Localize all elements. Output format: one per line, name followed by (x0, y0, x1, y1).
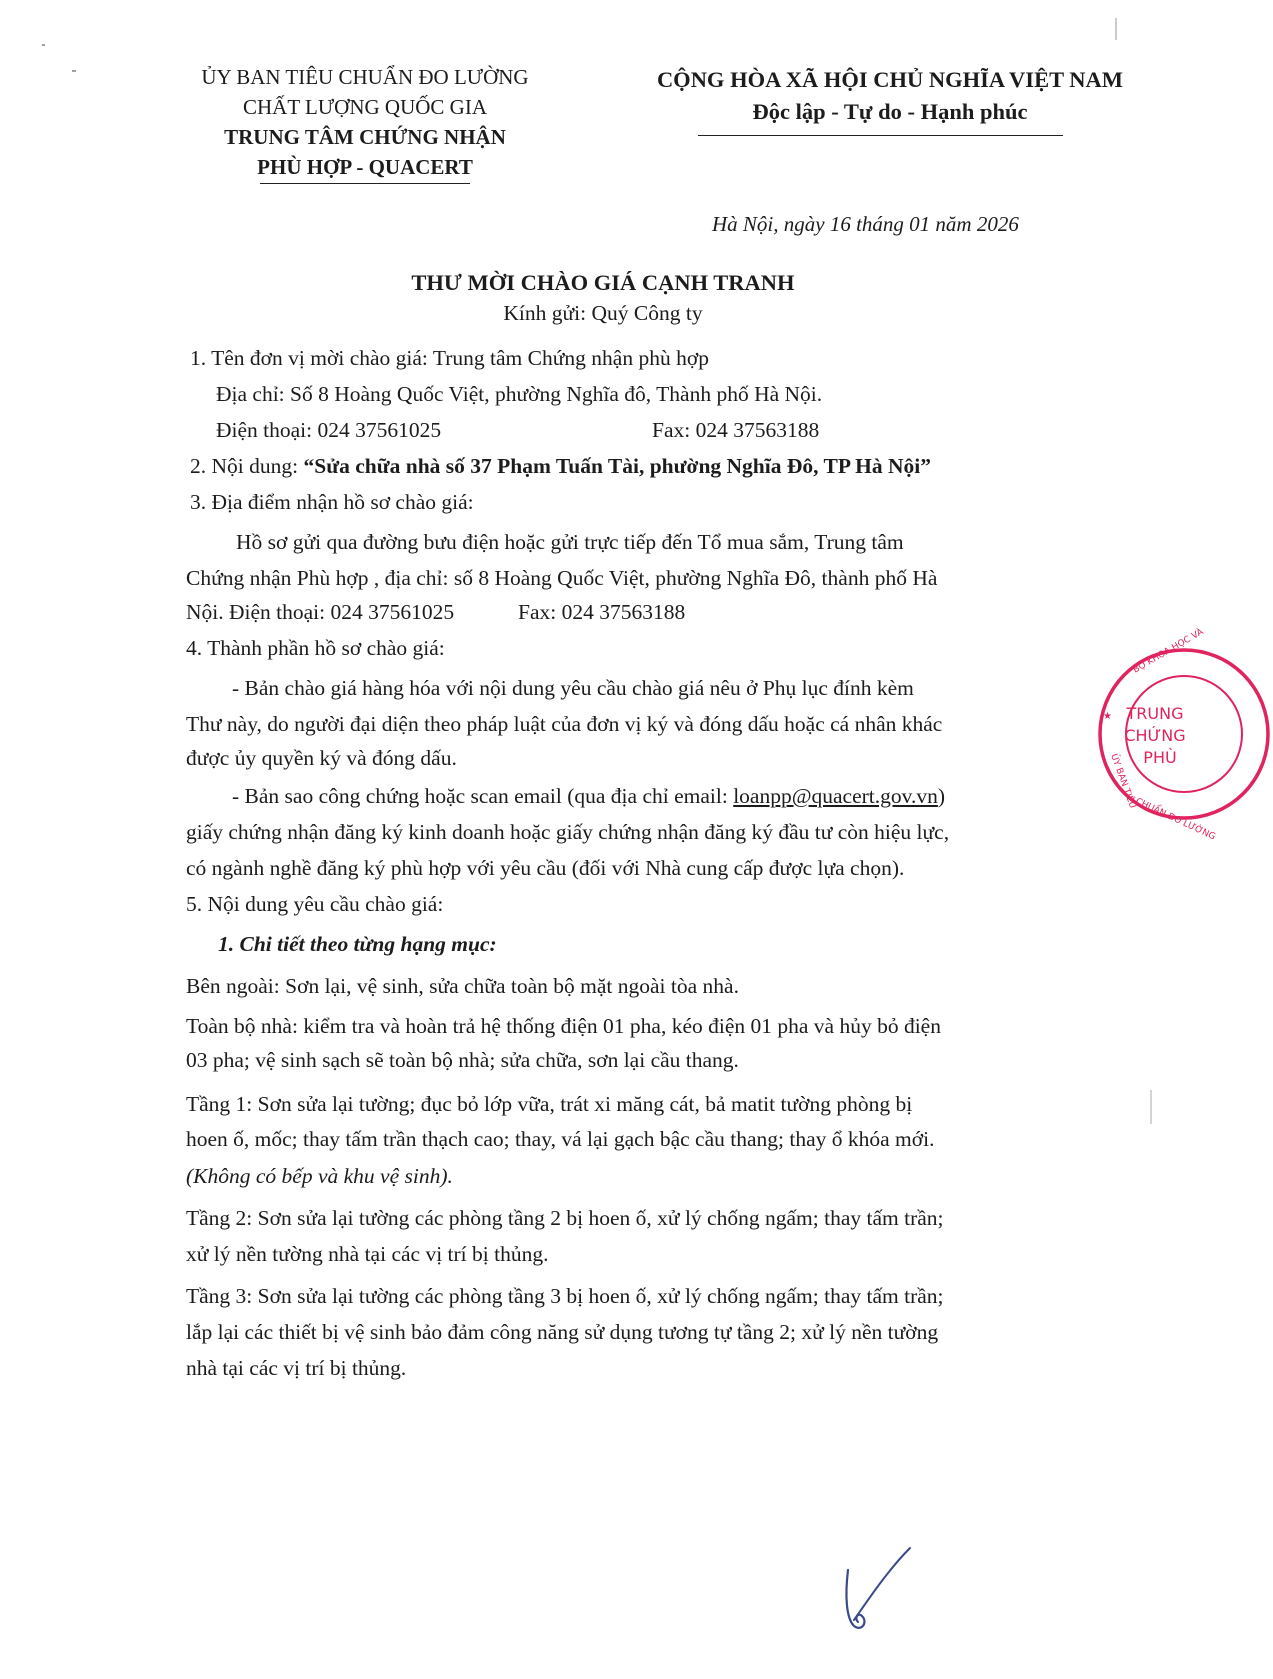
sec5-f1-line2: hoen ố, mốc; thay tấm trần thạch cao; thay, vá lại gạch bậc cầu thang; thay ổ khóa mới. (186, 1127, 935, 1151)
sec2-line (190, 452, 931, 480)
sec4-item2-prefix: - Bản sao công chứng hoặc scan email (qua địa chỉ email: (232, 784, 734, 808)
date-line: Hà Nội, ngày 16 tháng 01 năm 2026 (712, 212, 1019, 236)
sec1-address: Địa chỉ: Số 8 Hoàng Quốc Việt, phường Nghĩa đô, Thành phố Hà Nội. (216, 382, 823, 406)
svg-text:ỦY BAN TIÊU: ỦY BAN TIÊU (1108, 752, 1138, 810)
sec4-item2-line2: giấy chứng nhận đăng ký kinh doanh hoặc giấy chứng nhận đăng ký đầu tư còn hiệu lực, (186, 820, 950, 844)
stamp-text-1: TRUNG (1126, 704, 1184, 723)
sec4-item2-suffix: ) (937, 784, 946, 808)
sec3-line3: Nội. Điện thoại: 024 37561025 (186, 600, 455, 624)
sec3-line2: Chứng nhận Phù hợp , địa chỉ: số 8 Hoàng Quốc Việt, phường Nghĩa Đô, thành phố Hà (186, 566, 938, 590)
document-title: THƯ MỜI CHÀO GIÁ CẠNH TRANH (411, 270, 795, 295)
sec1-line1: 1. Tên đơn vị mời chào giá: Trung tâm Chứng nhận phù hợp (190, 346, 709, 370)
sec2-prefix: 2. Nội dung: (190, 454, 304, 478)
sec4-heading: 4. Thành phần hồ sơ chào giá: (186, 636, 445, 660)
sec5-f2-line2: xử lý nền tường nhà tại các vị trí bị thủng. (186, 1242, 549, 1266)
signature-initials (840, 1540, 920, 1650)
sec5-sub1: 1. Chi tiết theo từng hạng mục: (218, 932, 497, 956)
sec5-f1-line1: Tầng 1: Sơn sửa lại tường; đục bỏ lớp vữa, trát xi măng cát, bả matit tường phòng bị (186, 1092, 913, 1116)
sec4-item2-line3: có ngành nghề đăng ký phù hợp với yêu cầu (đối với Nhà cung cấp được lựa chọn). (186, 856, 905, 880)
issuer-header (170, 62, 560, 184)
issuer-line-3: TRUNG TÂM CHỨNG NHẬN (224, 125, 506, 149)
sec5-heading: 5. Nội dung yêu cầu chào giá: (186, 892, 444, 916)
sec5-f3-line1: Tầng 3: Sơn sửa lại tường các phòng tầng 3 bị hoen ố, xử lý chống ngấm; thay tấm trần; (186, 1284, 944, 1308)
sec5-f1-note: (Không có bếp và khu vệ sinh). (186, 1164, 453, 1188)
issuer-line-4: PHÙ HỢP - QUACERT (257, 155, 473, 179)
svg-text:CHUẨN ĐO LƯỜNG: CHUẨN ĐO LƯỜNG (1133, 796, 1217, 843)
sec1-fax: Fax: 024 37563188 (652, 418, 820, 442)
issuer-line-2: CHẤT LƯỢNG QUỐC GIA (243, 95, 487, 119)
sec1-phone: Điện thoại: 024 37561025 (216, 418, 442, 442)
sec2-content: “Sửa chữa nhà số 37 Phạm Tuấn Tài, phường Nghĩa Đô, TP Hà Nội” (303, 454, 932, 478)
official-stamp (1095, 627, 1273, 843)
sec4-item1-line1: - Bản chào giá hàng hóa với nội dung yêu cầu chào giá nêu ở Phụ lục đính kèm (232, 676, 914, 700)
sec3-fax: Fax: 024 37563188 (518, 600, 686, 624)
motto-underline (698, 135, 1063, 136)
greeting: Kính gửi: Quý Công ty (503, 301, 703, 325)
scan-mark (72, 70, 76, 72)
sec5-outside: Bên ngoài: Sơn lại, vệ sinh, sửa chữa toàn bộ mặt ngoài tòa nhà. (186, 974, 739, 998)
sec5-whole-line2: 03 pha; vệ sinh sạch sẽ toàn bộ nhà; sửa chữa, sơn lại cầu thang. (186, 1048, 739, 1072)
sec4-item1-line3: được ủy quyền ký và đóng dấu. (186, 746, 457, 770)
issuer-line-1: ỦY BAN TIÊU CHUẨN ĐO LƯỜNG (201, 65, 529, 89)
sec5-f2-line1: Tầng 2: Sơn sửa lại tường các phòng tầng 2 bị hoen ố, xử lý chống ngấm; thay tấm trần; (186, 1206, 944, 1230)
scan-mark (42, 44, 45, 46)
sec5-whole-line1: Toàn bộ nhà: kiểm tra và hoàn trả hệ thống điện 01 pha, kéo điện 01 pha và hủy bỏ điện (186, 1014, 941, 1038)
sec5-f3-line2: lắp lại các thiết bị vệ sinh bảo đảm công năng sử dụng tương tự tầng 2; xử lý nền tường (186, 1320, 939, 1344)
national-header (610, 64, 1170, 128)
scan-mark (1150, 1090, 1152, 1124)
issuer-underline (260, 183, 470, 184)
sec3-heading: 3. Địa điểm nhận hồ sơ chào giá: (190, 490, 474, 514)
stamp-star-icon: ★ (1103, 711, 1112, 722)
national-motto: Độc lập - Tự do - Hạnh phúc (752, 99, 1028, 124)
email-link[interactable]: loanpp@quacert.gov.vn (733, 784, 938, 808)
scan-mark (1115, 18, 1117, 40)
stamp-text-3: PHÙ (1143, 748, 1177, 767)
national-title: CỘNG HÒA XÃ HỘI CHỦ NGHĨA VIỆT NAM (656, 67, 1124, 92)
svg-text:BỘ KHOA HỌC VÀ: BỘ KHOA HỌC VÀ (1131, 627, 1206, 676)
stamp-text-2: CHỨNG (1124, 726, 1186, 745)
sec4-item2-line1 (232, 782, 945, 810)
sec4-item1-line2: Thư này, do người đại diện theo pháp luật của đơn vị ký và đóng dấu hoặc cá nhân khác (186, 712, 943, 736)
sec5-f3-line3: nhà tại các vị trí bị thủng. (186, 1356, 407, 1380)
sec3-line1: Hồ sơ gửi qua đường bưu điện hoặc gửi trực tiếp đến Tổ mua sắm, Trung tâm (236, 530, 904, 554)
